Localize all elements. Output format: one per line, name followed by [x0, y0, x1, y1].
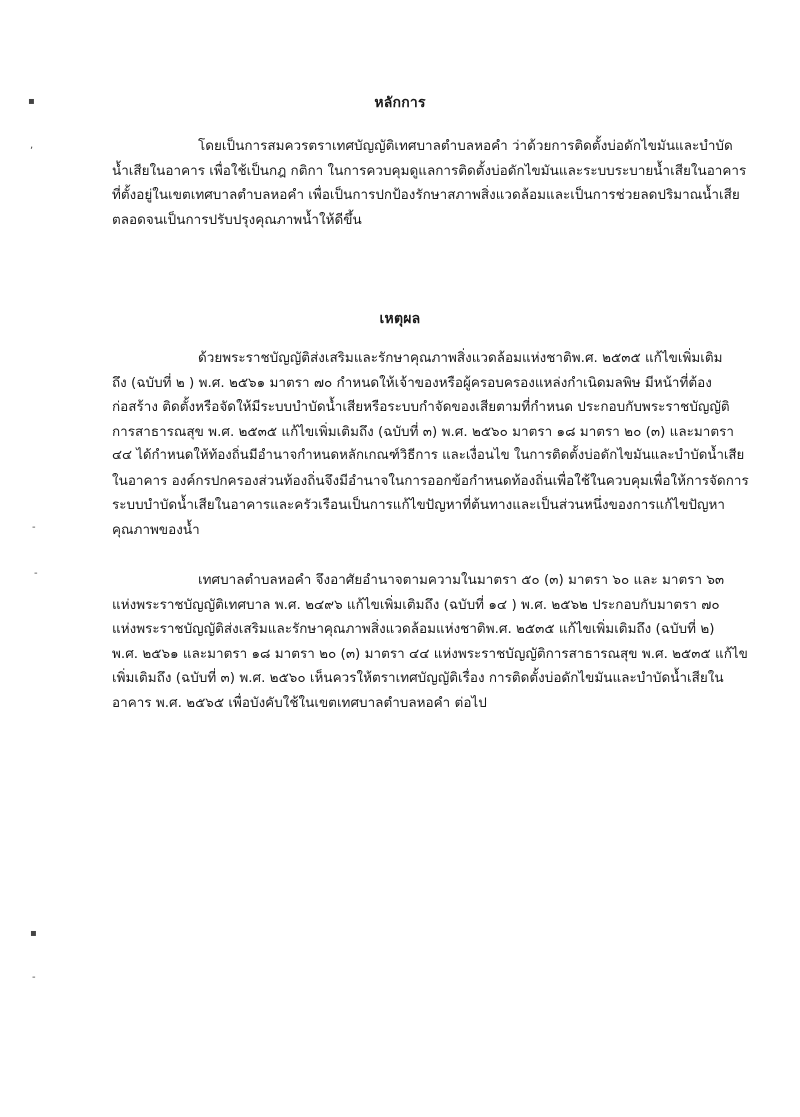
scan-speck: ,: [30, 140, 34, 151]
paragraph-line: ด้วยพระราชบัญญัติส่งเสริมและรักษาคุณภาพสิ่งแวดล้อมแห่งชาติพ.ศ. ๒๕๓๕ แก้ไขเพิ่มเติม: [198, 350, 723, 366]
reasons-paragraph-2: [112, 568, 752, 715]
reasons-paragraph-1: [112, 346, 752, 542]
scan-speck: -: [32, 522, 36, 533]
scan-speck: ▪: [28, 96, 35, 107]
paragraph-line: ที่ตั้งอยู่ในเขตเทศบาลตำบลหอคำ เพื่อเป็นการปกป้องรักษาสภาพสิ่งแวดล้อมและเป็นการช่วยลดปริมาณน้ำเสีย: [112, 187, 740, 203]
paragraph-line: พ.ศ. ๒๕๖๑ และมาตรา ๑๘ มาตรา ๒๐ (๓) มาตรา ๔๔ แห่งพระราชบัญญัติการสาธารณสุข พ.ศ. ๒๕๓๕ แก้ไข: [112, 645, 748, 662]
paragraph-line: น้ำเสียในอาคาร เพื่อใช้เป็นกฎ กติกา ในการควบคุมดูแลการติดตั้งบ่อดักไขมันและระบบระบายน้ำเสียในอาคาร: [112, 162, 747, 179]
paragraph-line: การสาธารณสุข พ.ศ. ๒๕๓๕ แก้ไขเพิ่มเติมถึง (ฉบับที่ ๓) พ.ศ. ๒๕๖๐ มาตรา ๑๘ มาตรา ๒๐ (๓) และมาตรา: [112, 423, 734, 440]
scan-speck: ▪: [30, 928, 37, 939]
paragraph-line: อาคาร พ.ศ. ๒๕๖๕ เพื่อบังคับใช้ในเขตเทศบาลตำบลหอคำ ต่อไป: [112, 694, 487, 711]
paragraph-line: ตลอดจนเป็นการปรับปรุงคุณภาพน้ำให้ดีขึ้น: [112, 211, 362, 228]
paragraph-line: ระบบบำบัดน้ำเสียในอาคารและครัวเรือนเป็นการแก้ไขปัญหาที่ต้นทางและเป็นส่วนหนึ่งของการแก้ไขปัญหา: [112, 497, 725, 513]
principles-heading: หลักการ: [374, 95, 426, 111]
principles-paragraph: [112, 134, 752, 232]
paragraph-line: ในอาคาร องค์กรปกครองส่วนท้องถิ่นจึงมีอำนาจในการออกข้อกำหนดท้องถิ่นเพื่อใช้ในควบคุมเพื่อให้การจัดการ: [112, 472, 749, 489]
paragraph-line: ถึง (ฉบับที่ ๒ ) พ.ศ. ๒๕๖๑ มาตรา ๗๐ กำหนดให้เจ้าของหรือผู้ครอบครองแหล่งกำเนิดมลพิษ มีหน้าที่ต้อง: [112, 374, 712, 391]
paragraph-line: ก่อสร้าง ติดตั้งหรือจัดให้มีระบบบำบัดน้ำเสียหรือระบบกำจัดของเสียตามที่กำหนด ประกอบกับพระราชบัญญัติ: [112, 399, 730, 415]
paragraph-line: แห่งพระราชบัญญัติเทศบาล พ.ศ. ๒๔๙๖ แก้ไขเพิ่มเติมถึง (ฉบับที่ ๑๔ ) พ.ศ. ๒๕๖๒ ประกอบกับมาตรา ๗๐: [112, 596, 720, 613]
scan-speck: -: [32, 972, 36, 983]
paragraph-line: เทศบาลตำบลหอคำ จึงอาศัยอำนาจตามความในมาตรา ๕๐ (๓) มาตรา ๖๐ และ มาตรา ๖๓: [198, 572, 725, 588]
paragraph-line: ๔๔ ได้กำหนดให้ท้องถิ่นมีอำนาจกำหนดหลักเกณฑ์วิธีการ และเงื่อนไข ในการติดตั้งบ่อดักไขมันและบำบัดน้ำเสีย: [112, 448, 745, 463]
paragraph-line: แห่งพระราชบัญญัติส่งเสริมและรักษาคุณภาพสิ่งแวดล้อมแห่งชาติพ.ศ. ๒๕๓๕ แก้ไขเพิ่มเติมถึง (ฉบับที่ ๒): [112, 621, 715, 637]
paragraph-line: โดยเป็นการสมควรตราเทศบัญญัติเทศบาลตำบลหอคำ ว่าด้วยการติดตั้งบ่อดักไขมันและบำบัด: [198, 138, 733, 154]
paragraph-line: เพิ่มเติมถึง (ฉบับที่ ๓) พ.ศ. ๒๕๖๐ เห็นควรให้ตราเทศบัญญัติเรื่อง การติดตั้งบ่อดักไขมันและบำบัดน้ำเสียใน: [112, 670, 724, 686]
paragraph-line: คุณภาพของน้ำ: [112, 521, 200, 538]
reasons-heading: เหตุผล: [379, 311, 421, 327]
scan-speck: -: [34, 568, 38, 579]
